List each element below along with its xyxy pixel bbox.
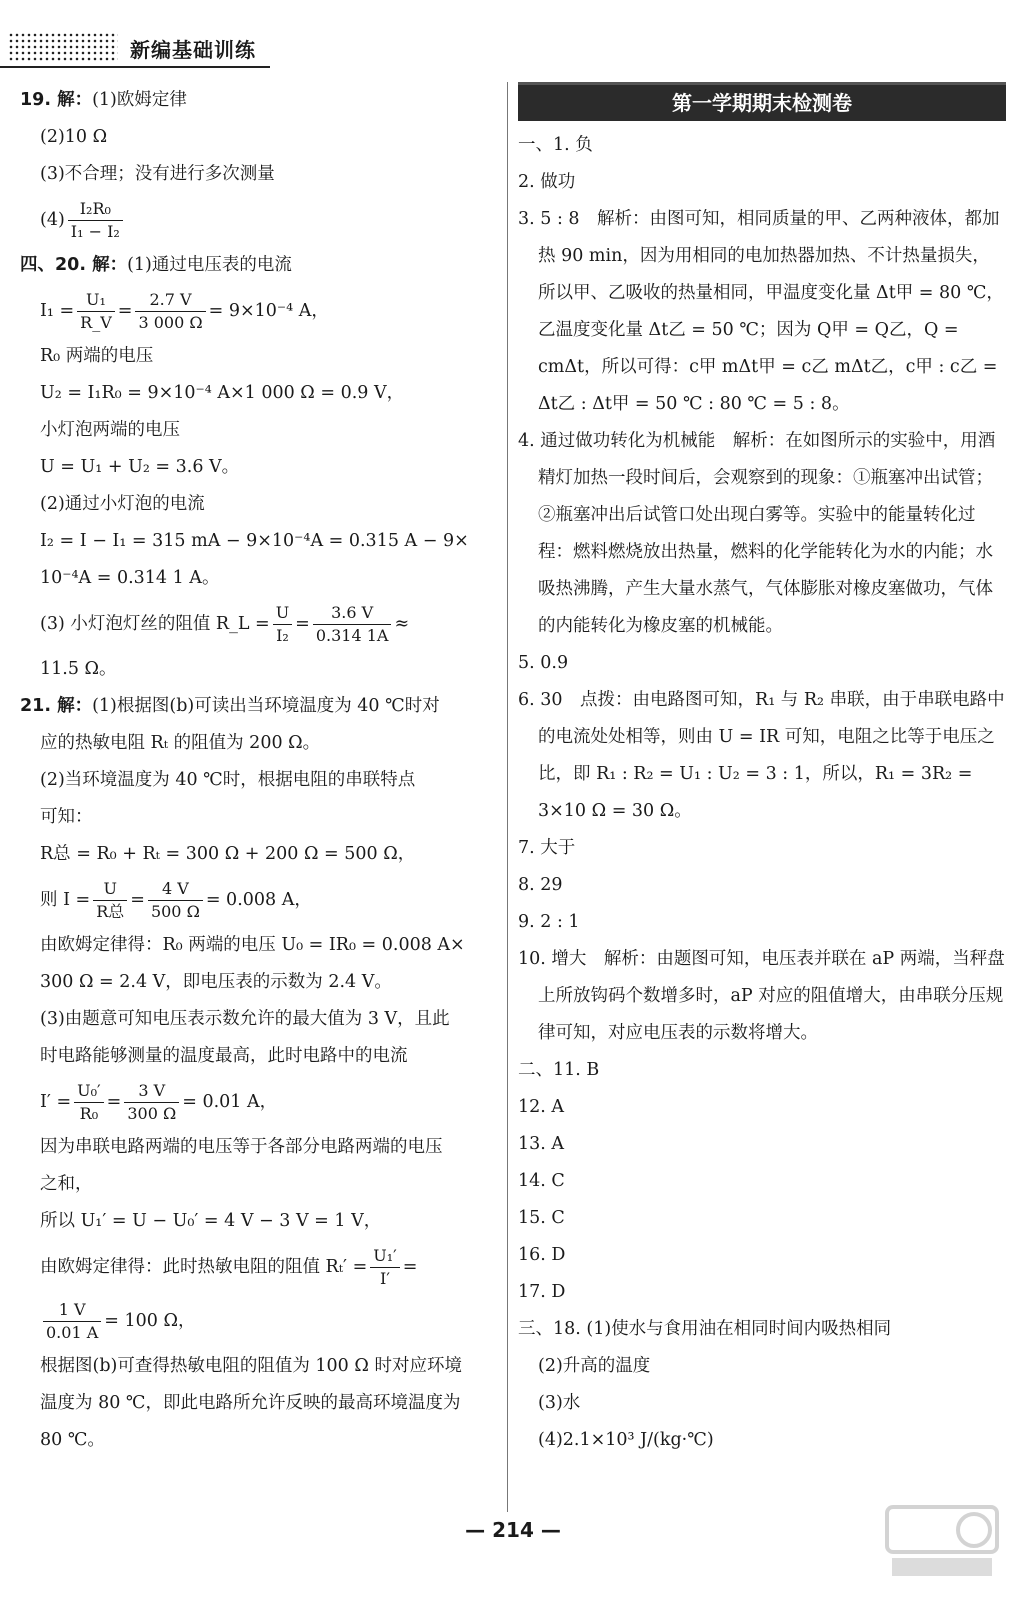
q20-3-result: 11.5 Ω。 bbox=[40, 659, 117, 679]
q20-line: 四、20. 解：(1)通过电压表的电流 bbox=[20, 255, 292, 275]
q19-2: (2)10 Ω bbox=[40, 127, 108, 147]
column-divider bbox=[507, 82, 508, 1512]
answer-17: 17. D bbox=[518, 1282, 566, 1302]
answer-18-3: (3)水 bbox=[538, 1393, 581, 1413]
q19-4: (4) $\frac{\text{I₂R₀}}{\text{I₁ − I₂}}$ bbox=[20, 193, 500, 247]
q20-eq1: I₁ = $\frac{\text{U₁}}{R\_V}$ = $\frac{2.7 V}{3 000 \Omega}$ = 9×10⁻⁴ A， bbox=[40, 290, 329, 332]
answer-14: 14. C bbox=[518, 1171, 565, 1191]
page-number: — 214 — bbox=[465, 1518, 561, 1542]
q19-3: (3)不合理；没有进行多次测量 bbox=[40, 164, 275, 184]
q20-2: (2)通过小灯泡的电流 bbox=[40, 494, 205, 514]
answer-13: 13. A bbox=[518, 1134, 565, 1154]
answer-9: 9. 2 : 1 bbox=[518, 912, 580, 932]
answer-18-4: (4)2.1×10³ J/(kg·℃) bbox=[538, 1430, 714, 1450]
answer-16: 16. D bbox=[518, 1245, 566, 1265]
q21-2b: 可知： bbox=[40, 807, 93, 827]
answer-7: 7. 大于 bbox=[518, 838, 576, 858]
fraction: $\frac{\text{U₁}}{R\_V}$ bbox=[77, 289, 115, 334]
q21-end-b: 温度为 80 ℃，即此电路所允许反映的最高环境温度为 bbox=[40, 1393, 461, 1413]
header-rule bbox=[0, 66, 270, 68]
answer-5: 5. 0.9 bbox=[518, 653, 569, 673]
right-column bbox=[518, 82, 1006, 1459]
q21-ser-b: 之和， bbox=[40, 1174, 93, 1194]
answer-10: 10. 增大 解析：由题图可知，电压表并联在 aP 两端，当秤盘上所放钩码个数增多时，aP 对应的阻值增大，由串联分压规律可知，对应电压表的示数将增大。 bbox=[518, 949, 1005, 1043]
answer-18: 三、18. (1)使水与食用油在相同时间内吸热相同 bbox=[518, 1319, 892, 1339]
section-banner: 第一学期期末检测卷 bbox=[518, 82, 1006, 121]
watermark-logo-icon bbox=[882, 1502, 1002, 1582]
q21-i: 则 I = $\frac{U}{\text{R总}}$ = $\frac{4 V}{500 \Omega}$ = 0.008 A， bbox=[40, 879, 312, 921]
answer-11: 二、11. B bbox=[518, 1060, 600, 1080]
q19-line: 19. 解：(1)欧姆定律 bbox=[20, 90, 187, 110]
q21-ser-a: 因为串联电路两端的电压等于各部分电路两端的电压 bbox=[40, 1137, 443, 1157]
fraction: $\frac{1 V}{0.01 A}$ bbox=[43, 1299, 101, 1344]
fraction: $\frac{\text{U₁′}}{I'}$ bbox=[370, 1245, 400, 1290]
q21-u1: 所以 U₁′ = U − U₀′ = 4 V − 3 V = 1 V， bbox=[40, 1211, 382, 1231]
fraction: $\frac{\text{U₀′}}{\text{R₀}}$ bbox=[74, 1080, 104, 1125]
left-column bbox=[20, 82, 500, 1459]
q20-r0: R₀ 两端的电压 bbox=[40, 346, 154, 366]
answer-18-2: (2)升高的温度 bbox=[538, 1356, 651, 1376]
answer-8: 8. 29 bbox=[518, 875, 563, 895]
answer-2: 2. 做功 bbox=[518, 172, 576, 192]
fraction: $\frac{U}{\text{I₂}}$ bbox=[273, 602, 292, 647]
q21-line: 21. 解：(1)根据图(b)可读出当环境温度为 40 ℃时对 bbox=[20, 696, 440, 716]
q20-u: U = U₁ + U₂ = 3.6 V。 bbox=[40, 457, 240, 477]
answer-3: 3. 5 : 8 解析：由图可知，相同质量的甲、乙两种液体，都加热 90 min，因为用相同的电加热器加热、不计热量损失，所以甲、乙吸收的热量相同，甲温度变化量 Δt甲 = 80 ℃，乙温度变化量 Δt乙 = 50 ℃；因为 Q甲 = Q乙，Q = cmΔt，所以可得：c甲 mΔt甲 = c乙 mΔt乙，c甲 : c乙 = Δt乙 : Δt甲 = 50 ℃ : 80 ℃ = 5 : 8。 bbox=[518, 209, 1004, 414]
q21-rtot: R总 = R₀ + Rₜ = 300 Ω + 200 Ω = 500 Ω， bbox=[40, 844, 416, 864]
q20-i2a: I₂ = I − I₁ = 315 mA − 9×10⁻⁴A = 0.315 A − 9× bbox=[40, 531, 469, 551]
q20-lamp-v: 小灯泡两端的电压 bbox=[40, 420, 180, 440]
q21-u0a: 由欧姆定律得：R₀ 两端的电压 U₀ = IR₀ = 0.008 A× bbox=[40, 935, 465, 955]
q20-i2b: 10⁻⁴A = 0.314 1 A。 bbox=[40, 568, 220, 588]
q21-u0b: 300 Ω = 2.4 V，即电压表的示数为 2.4 V。 bbox=[40, 972, 392, 992]
page-header bbox=[0, 30, 300, 70]
answer-1: 一、1. 负 bbox=[518, 135, 593, 155]
q20-3: (3) 小灯泡灯丝的阻值 R_L = $\frac{U}{\text{I₂}}$ = $\frac{3.6 V}{0.314 1A}$ ≈ bbox=[40, 603, 410, 645]
q21-rt: 由欧姆定律得：此时热敏电阻的阻值 Rₜ′ = $\frac{\text{U₁′}}{I'}$ = bbox=[40, 1246, 418, 1288]
q20-u2: U₂ = I₁R₀ = 9×10⁻⁴ A×1 000 Ω = 0.9 V， bbox=[40, 383, 405, 403]
fraction: $\frac{3 V}{300 \Omega}$ bbox=[124, 1080, 179, 1125]
header-title: 新编基础训练 bbox=[130, 38, 256, 62]
fraction: $\frac{\text{I₂R₀}}{\text{I₁ − I₂}}$ bbox=[68, 198, 123, 243]
answer-15: 15. C bbox=[518, 1208, 565, 1228]
answer-12: 12. A bbox=[518, 1097, 565, 1117]
header-dot-pattern bbox=[8, 32, 118, 62]
answer-4: 4. 通过做功转化为机械能 解析：在如图所示的实验中，用酒精灯加热一段时间后，会观察到的现象：①瓶塞冲出试管；②瓶塞冲出后试管口处出现白雾等。实验中的能量转化过程：燃料燃烧放出热量，燃料的化学能转化为水的内能；水吸热沸腾，产生大量水蒸气，气体膨胀对橡皮塞做功，气体的内能转化为橡皮塞的机械能。 bbox=[518, 431, 996, 636]
q21-1b: 应的热敏电阻 Rₜ 的阻值为 200 Ω。 bbox=[40, 733, 321, 753]
fraction: $\frac{2.7 V}{3 000 \Omega}$ bbox=[135, 289, 205, 334]
fraction: $\frac{U}{\text{R总}}$ bbox=[93, 878, 127, 923]
q21-3b: 时电路能够测量的温度最高，此时电路中的电流 bbox=[40, 1046, 408, 1066]
q21-3a: (3)由题意可知电压表示数允许的最大值为 3 V，且此 bbox=[40, 1009, 450, 1029]
fraction: $\frac{4 V}{500 \Omega}$ bbox=[148, 878, 203, 923]
answer-6: 6. 30 点拨：由电路图可知，R₁ 与 R₂ 串联，由于串联电路中的电流处处相等，则由 U = IR 可知，电阻之比等于电压之比，即 R₁ : R₂ = U₁ : U₂ = 3 : 1，所以，R₁ = 3R₂ = 3×10 Ω = 30 Ω。 bbox=[518, 690, 1005, 821]
q21-ip: I′ = $\frac{\text{U₀′}}{\text{R₀}}$ = $\frac{3 V}{300 \Omega}$ = 0.01 A， bbox=[40, 1081, 278, 1123]
q21-end-a: 根据图(b)可查得热敏电阻的阻值为 100 Ω 时对应环境 bbox=[40, 1356, 462, 1376]
q21-2a: (2)当环境温度为 40 ℃时，根据电阻的串联特点 bbox=[40, 770, 416, 790]
fraction: $\frac{3.6 V}{0.314 1A}$ bbox=[313, 602, 392, 647]
q21-end-c: 80 ℃。 bbox=[40, 1430, 105, 1450]
q21-rt2: $\frac{1 V}{0.01 A}$ = 100 Ω， bbox=[20, 1294, 500, 1348]
